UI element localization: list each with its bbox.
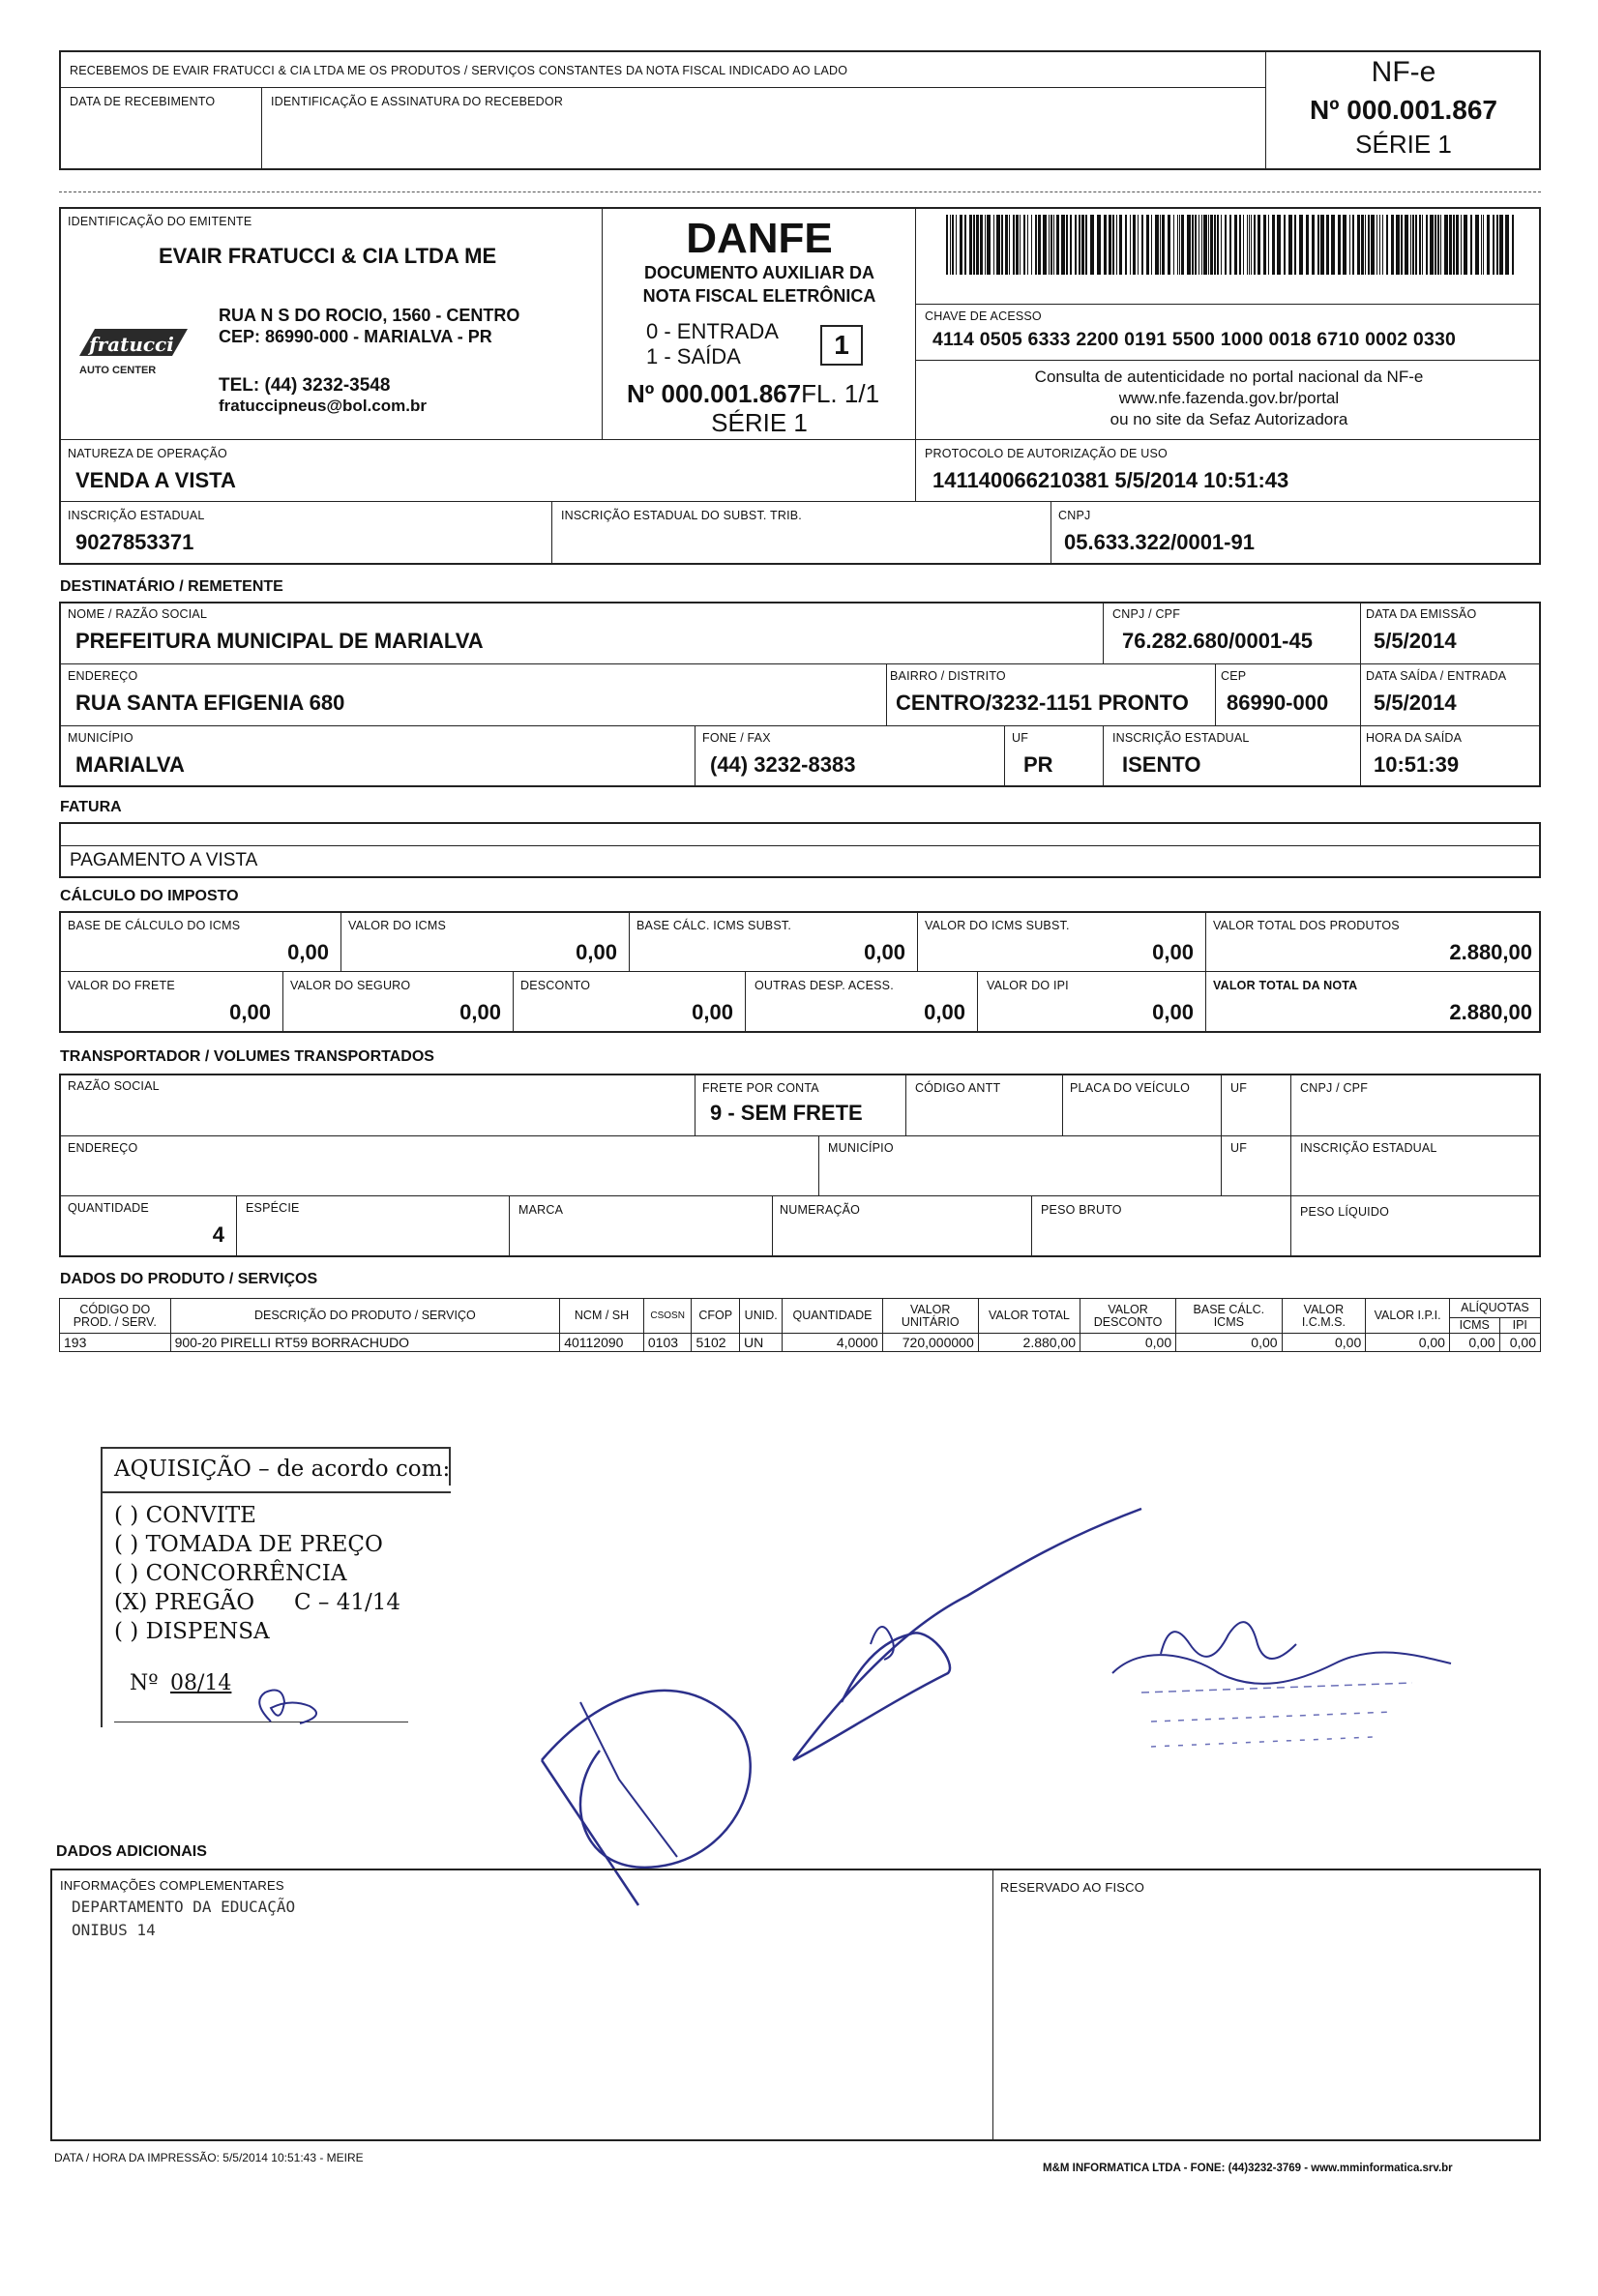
base-subst-label: BASE CÁLC. ICMS SUBST. <box>636 919 791 932</box>
chave-label: CHAVE DE ACESSO <box>925 309 1042 323</box>
danfe-numero-text: Nº 000.001.867 <box>627 379 802 408</box>
hdr-csosn: CSOSN <box>643 1299 692 1334</box>
danfe-tipo-box: 1 <box>820 325 863 366</box>
canhoto-nfe-label: NF-e <box>1371 56 1436 88</box>
dest-bairro: CENTRO/3232-1151 PRONTO <box>896 691 1189 715</box>
seguro-label: VALOR DO SEGURO <box>290 979 411 992</box>
transportador-section: TRANSPORTADOR / VOLUMES TRANSPORTADOS <box>60 1048 434 1065</box>
canhoto-numero: Nº 000.001.867 <box>1310 95 1497 125</box>
danfe-subtitle-1: DOCUMENTO AUXILIAR DA <box>644 263 874 282</box>
table-row <box>60 1334 1541 1352</box>
fisco-label: RESERVADO AO FISCO <box>1000 1880 1145 1895</box>
inscricao-value: 9027853371 <box>75 530 194 554</box>
hdr-aliq-ipi: IPI <box>1499 1318 1540 1334</box>
cut-line <box>59 191 1541 192</box>
dest-ie-label: INSCRIÇÃO ESTADUAL <box>1112 731 1250 745</box>
fratucci-logo <box>75 319 192 377</box>
consulta-1: Consulta de autenticidade no portal nacional da NF-e <box>1034 368 1424 386</box>
total-nota: 2.880,00 <box>1449 1000 1532 1024</box>
hdr-aliq: ALÍQUOTAS <box>1449 1299 1540 1318</box>
recebemos-text: RECEBEMOS DE EVAIR FRATUCCI & CIA LTDA ME OS PRODUTOS / SERVIÇOS CONSTANTES DA NOTA FISCAL INDICADO AO LADO <box>70 64 848 77</box>
adicionais-section: DADOS ADICIONAIS <box>56 1843 207 1860</box>
transp-placa-label: PLACA DO VEÍCULO <box>1070 1081 1191 1095</box>
dest-cnpj-label: CNPJ / CPF <box>1112 607 1181 621</box>
cell-codigo: 193 <box>60 1334 171 1352</box>
cell-csosn: 0103 <box>643 1334 692 1352</box>
dest-saida-label: DATA SAÍDA / ENTRADA <box>1366 669 1507 683</box>
total-nota-label: VALOR TOTAL DA NOTA <box>1213 979 1358 992</box>
transp-frete-label: FRETE POR CONTA <box>702 1081 819 1095</box>
transp-frete: 9 - SEM FRETE <box>710 1101 863 1125</box>
destinatario-section: DESTINATÁRIO / REMETENTE <box>60 578 283 595</box>
cnpj-emit-value: 05.633.322/0001-91 <box>1064 530 1255 554</box>
dest-cep-label: CEP <box>1221 669 1247 683</box>
base-icms: 0,00 <box>287 940 329 964</box>
emitente-endereco: RUA N S DO ROCIO, 1560 - CENTRO <box>219 306 520 325</box>
stamp-numero-prefix: Nº <box>130 1671 159 1695</box>
consulta-3: ou no site da Sefaz Autorizadora <box>1110 410 1348 428</box>
transp-especie-label: ESPÉCIE <box>246 1201 300 1215</box>
frete: 0,00 <box>229 1000 271 1024</box>
data-recebimento-label: DATA DE RECEBIMENTO <box>70 95 216 108</box>
protocolo-value: 141140066210381 5/5/2014 10:51:43 <box>932 468 1289 492</box>
info-2: ONIBUS 14 <box>72 1921 156 1939</box>
transp-cnpj-label: CNPJ / CPF <box>1300 1081 1369 1095</box>
dest-endereco: RUA SANTA EFIGENIA 680 <box>75 691 345 715</box>
desconto: 0,00 <box>692 1000 733 1024</box>
transp-marca-label: MARCA <box>518 1203 564 1217</box>
hdr-vunit: VALOR UNITÁRIO <box>882 1299 978 1334</box>
hdr-vicms: VALOR I.C.M.S. <box>1282 1299 1366 1334</box>
cell-descricao: 900-20 PIRELLI RT59 BORRACHUDO <box>170 1334 560 1352</box>
transp-uf-label: UF <box>1230 1081 1248 1095</box>
stamp-convite: ( ) CONVITE <box>114 1503 256 1528</box>
info-label: INFORMAÇÕES COMPLEMENTARES <box>60 1878 284 1893</box>
barcode <box>946 215 1517 275</box>
dest-nome: PREFEITURA MUNICIPAL DE MARIALVA <box>75 629 484 653</box>
valor-icms: 0,00 <box>576 940 617 964</box>
dest-emissao-label: DATA DA EMISSÃO <box>1366 607 1477 621</box>
dest-ie: ISENTO <box>1122 752 1201 777</box>
transp-peso-liquido-label: PESO LÍQUIDO <box>1300 1205 1390 1219</box>
svg-text:AUTO CENTER: AUTO CENTER <box>79 365 157 376</box>
dest-fone: (44) 3232-8383 <box>710 752 856 777</box>
canhoto-serie: SÉRIE 1 <box>1355 130 1452 159</box>
danfe-entrada: 0 - ENTRADA <box>646 319 779 343</box>
transp-uf2-label: UF <box>1230 1141 1248 1155</box>
valor-icms-label: VALOR DO ICMS <box>348 919 446 932</box>
outras-label: OUTRAS DESP. ACESS. <box>755 979 894 992</box>
protocolo-label: PROTOCOLO DE AUTORIZAÇÃO DE USO <box>925 447 1168 460</box>
cell-vicms: 0,00 <box>1282 1334 1366 1352</box>
frete-label: VALOR DO FRETE <box>68 979 175 992</box>
danfe-title: DANFE <box>686 215 833 262</box>
hdr-vipi: VALOR I.P.I. <box>1366 1299 1450 1334</box>
emitente-section-label: IDENTIFICAÇÃO DO EMITENTE <box>68 215 252 228</box>
natureza-value: VENDA A VISTA <box>75 468 236 492</box>
dest-municipio: MARIALVA <box>75 752 185 777</box>
inscricao-subst-label: INSCRIÇÃO ESTADUAL DO SUBST. TRIB. <box>561 509 802 522</box>
valor-subst-label: VALOR DO ICMS SUBST. <box>925 919 1070 932</box>
dest-hora-label: HORA DA SAÍDA <box>1366 731 1463 745</box>
transp-quantidade: 4 <box>212 1222 224 1247</box>
transp-ie-label: INSCRIÇÃO ESTADUAL <box>1300 1141 1437 1155</box>
transp-municipio-label: MUNICÍPIO <box>828 1141 894 1155</box>
hdr-cfop: CFOP <box>692 1299 740 1334</box>
cell-vdesc: 0,00 <box>1080 1334 1176 1352</box>
cell-unid: UN <box>739 1334 782 1352</box>
dest-uf: PR <box>1023 752 1053 777</box>
transp-endereco-label: ENDEREÇO <box>68 1141 138 1155</box>
cell-vipi: 0,00 <box>1366 1334 1450 1352</box>
dest-municipio-label: MUNICÍPIO <box>68 731 133 745</box>
cell-cfop: 5102 <box>692 1334 740 1352</box>
cnpj-emit-label: CNPJ <box>1058 509 1091 522</box>
base-icms-label: BASE DE CÁLCULO DO ICMS <box>68 919 241 932</box>
base-subst: 0,00 <box>864 940 905 964</box>
cell-a-ipi: 0,00 <box>1499 1334 1540 1352</box>
chave-value: 4114 0505 6333 2200 0191 5500 1000 0018 6710 0002 0330 <box>932 329 1457 350</box>
total-produtos-label: VALOR TOTAL DOS PRODUTOS <box>1213 919 1400 932</box>
dest-uf-label: UF <box>1012 731 1029 745</box>
dest-emissao: 5/5/2014 <box>1374 629 1457 653</box>
inscricao-label: INSCRIÇÃO ESTADUAL <box>68 509 205 522</box>
hdr-base: BASE CÁLC. ICMS <box>1176 1299 1282 1334</box>
hdr-aliq-icms: ICMS <box>1449 1318 1499 1334</box>
cell-base: 0,00 <box>1176 1334 1282 1352</box>
dest-cnpj: 76.282.680/0001-45 <box>1122 629 1313 653</box>
info-1: DEPARTAMENTO DA EDUCAÇÃO <box>72 1898 296 1916</box>
stamp-pregao-num: C – 41/14 <box>294 1590 401 1615</box>
cell-qtd: 4,0000 <box>783 1334 882 1352</box>
dest-saida: 5/5/2014 <box>1374 691 1457 715</box>
hdr-descricao: DESCRIÇÃO DO PRODUTO / SERVIÇO <box>170 1299 560 1334</box>
fatura-value: PAGAMENTO A VISTA <box>70 850 258 870</box>
transp-peso-bruto-label: PESO BRUTO <box>1041 1203 1122 1217</box>
cell-vtotal: 2.880,00 <box>978 1334 1080 1352</box>
danfe-saida: 1 - SAÍDA <box>646 344 741 368</box>
dest-cep: 86990-000 <box>1227 691 1329 715</box>
emitente-cep: CEP: 86990-000 - MARIALVA - PR <box>219 327 492 346</box>
desconto-label: DESCONTO <box>520 979 591 992</box>
dest-nome-label: NOME / RAZÃO SOCIAL <box>68 607 208 621</box>
fatura-section: FATURA <box>60 799 122 815</box>
dest-bairro-label: BAIRRO / DISTRITO <box>890 669 1006 683</box>
danfe-folha: FL. 1/1 <box>801 379 880 408</box>
dest-hora: 10:51:39 <box>1374 752 1460 777</box>
transp-razao-label: RAZÃO SOCIAL <box>68 1079 160 1093</box>
ipi: 0,00 <box>1152 1000 1194 1024</box>
hdr-vdesc: VALOR DESCONTO <box>1080 1299 1176 1334</box>
hdr-unid: UNID. <box>739 1299 782 1334</box>
emitente-nome: EVAIR FRATUCCI & CIA LTDA ME <box>159 244 497 268</box>
stamp-dispensa: ( ) DISPENSA <box>114 1619 270 1644</box>
outras: 0,00 <box>924 1000 965 1024</box>
emitente-email: fratuccipneus@bol.com.br <box>219 397 427 415</box>
seguro: 0,00 <box>459 1000 501 1024</box>
ipi-label: VALOR DO IPI <box>987 979 1069 992</box>
consulta-2: www.nfe.fazenda.gov.br/portal <box>1118 389 1340 407</box>
transp-numeracao-label: NUMERAÇÃO <box>780 1203 861 1217</box>
emitente-tel: TEL: (44) 3232-3548 <box>219 375 391 396</box>
stamp-pregao: (X) PREGÃO <box>114 1590 255 1615</box>
produtos-table <box>59 1298 1541 1352</box>
hdr-codigo: CÓDIGO DO PROD. / SERV. <box>60 1299 171 1334</box>
valor-subst: 0,00 <box>1152 940 1194 964</box>
svg-text:fratucci: fratucci <box>89 333 174 356</box>
cell-ncm: 40112090 <box>560 1334 644 1352</box>
stamp-tomada: ( ) TOMADA DE PREÇO <box>114 1532 383 1557</box>
danfe-numero <box>627 379 879 409</box>
identificacao-label: IDENTIFICAÇÃO E ASSINATURA DO RECEBEDOR <box>271 95 564 108</box>
dest-fone-label: FONE / FAX <box>702 731 771 745</box>
hdr-ncm: NCM / SH <box>560 1299 644 1334</box>
fatura-block <box>59 822 1541 878</box>
hdr-qtd: QUANTIDADE <box>783 1299 882 1334</box>
calculo-section: CÁLCULO DO IMPOSTO <box>60 888 239 904</box>
danfe-serie: SÉRIE 1 <box>711 408 808 437</box>
danfe-subtitle-2: NOTA FISCAL ELETRÔNICA <box>642 286 876 306</box>
software: M&M INFORMATICA LTDA - FONE: (44)3232-3769 - www.mminformatica.srv.br <box>1043 2163 1453 2174</box>
stamp-concorrencia: ( ) CONCORRÊNCIA <box>114 1561 347 1586</box>
natureza-label: NATUREZA DE OPERAÇÃO <box>68 447 227 460</box>
cell-vunit: 720,000000 <box>882 1334 978 1352</box>
produtos-section: DADOS DO PRODUTO / SERVIÇOS <box>60 1271 318 1287</box>
stamp-numero: 08/14 <box>170 1671 232 1695</box>
hdr-vtotal: VALOR TOTAL <box>978 1299 1080 1334</box>
cell-a-icms: 0,00 <box>1449 1334 1499 1352</box>
dest-endereco-label: ENDEREÇO <box>68 669 138 683</box>
stamp-title: AQUISIÇÃO – de acordo com: <box>114 1457 451 1482</box>
transp-antt-label: CÓDIGO ANTT <box>915 1081 1001 1095</box>
impressao: DATA / HORA DA IMPRESSÃO: 5/5/2014 10:51:43 - MEIRE <box>54 2151 364 2164</box>
signatures <box>0 1451 1598 1934</box>
transp-quantidade-label: QUANTIDADE <box>68 1201 149 1215</box>
total-produtos: 2.880,00 <box>1449 940 1532 964</box>
